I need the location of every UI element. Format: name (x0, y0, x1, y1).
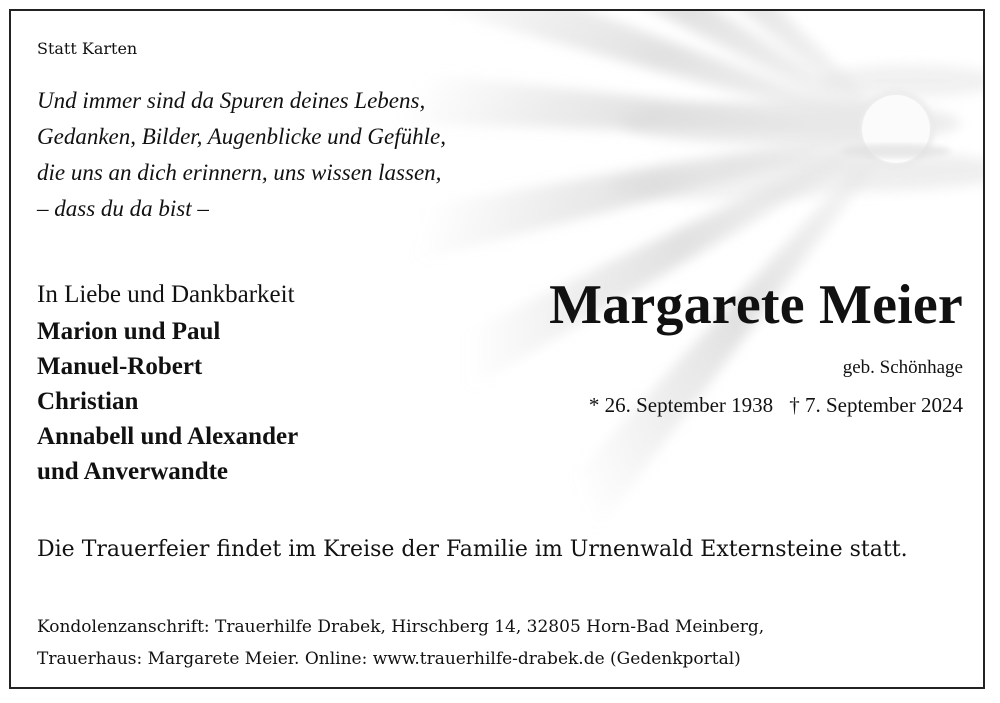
poem-line: – dass du da bist – (37, 196, 209, 221)
ceremony-notice: Die Trauerfeier findet im Kreise der Familie im Urnenwald Externsteine statt. (37, 537, 908, 562)
birth-date: * 26. September 1938 (588, 393, 774, 417)
poem-line: Und immer sind da Spuren deines Lebens, (37, 88, 426, 113)
life-dates (589, 393, 963, 418)
poem (37, 83, 446, 227)
header-note: Statt Karten (37, 39, 138, 58)
mourner-name: Christian (37, 388, 139, 415)
deceased-name: Margarete Meier (549, 274, 963, 336)
obituary-frame (9, 9, 985, 689)
mourner-name: und Anverwandte (37, 458, 229, 485)
mourner-name: Marion und Paul (37, 318, 221, 345)
dedication-intro: In Liebe und Dankbarkeit (37, 281, 295, 308)
contact-line: Kondolenzanschrift: Trauerhilfe Drabek, Hirschberg 14, 32805 Horn-Bad Meinberg, (37, 617, 765, 637)
contact-info (37, 611, 764, 675)
mourner-name: Annabell und Alexander (37, 423, 299, 450)
poem-line: Gedanken, Bilder, Augenblicke und Gefühle, (37, 124, 446, 149)
death-date: † 7. September 2024 (789, 393, 963, 417)
poem-line: die uns an dich erinnern, uns wissen lassen, (37, 160, 442, 185)
mourner-name: Manuel-Robert (37, 353, 203, 380)
mourners-list (37, 314, 298, 489)
contact-line: Trauerhaus: Margarete Meier. Online: www.trauerhilfe-drabek.de (Gedenkportal) (37, 649, 741, 669)
birth-name: geb. Schönhage (842, 357, 963, 378)
